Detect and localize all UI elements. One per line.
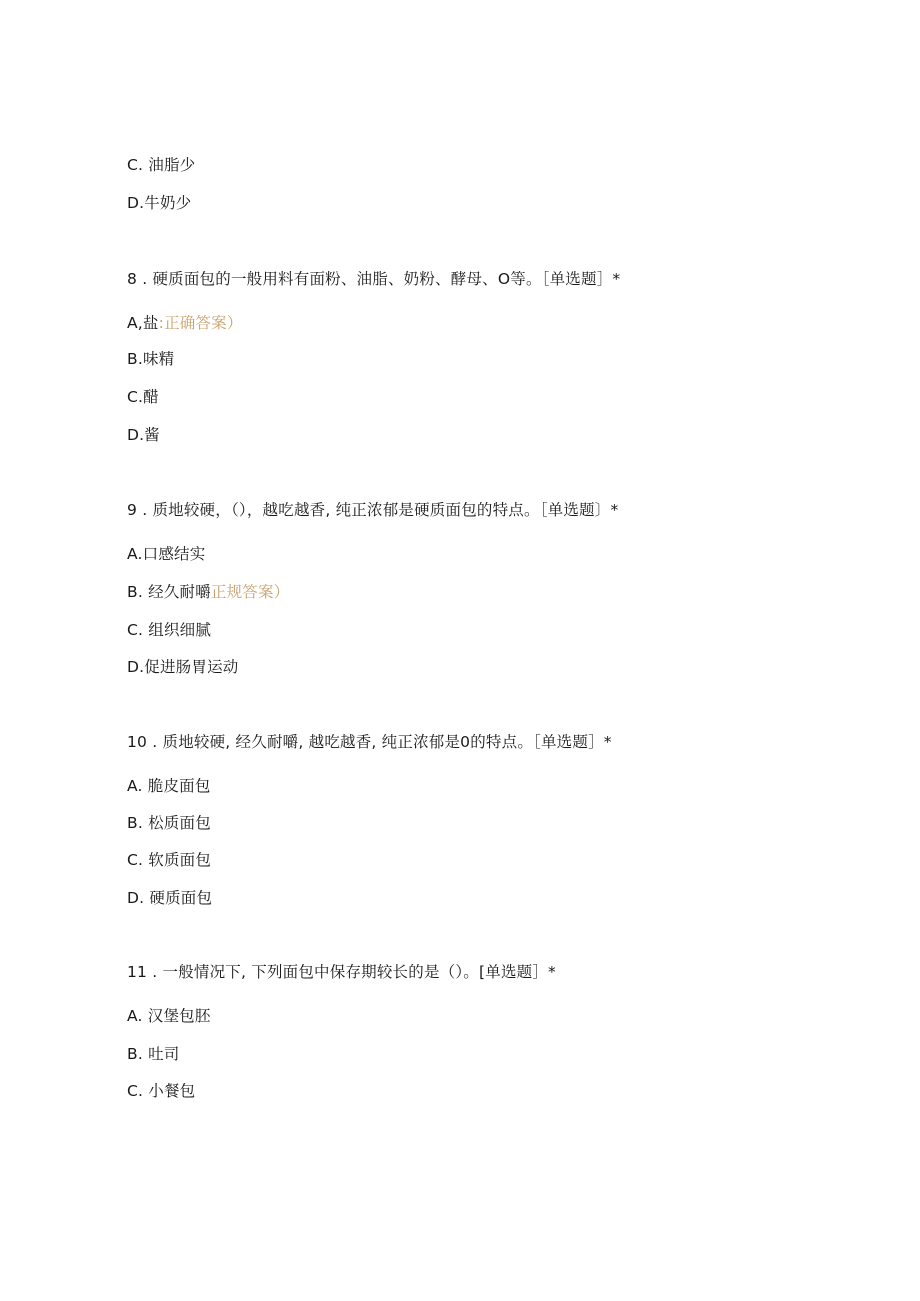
- q9-option-a: A.口感结实: [127, 545, 206, 563]
- q11-option-a: A. 汉堡包胚: [127, 1007, 211, 1025]
- q8-option-d: D.酱: [127, 426, 160, 444]
- q8-option-c: C.醋: [127, 388, 159, 406]
- correct-answer-mark: :正确答案）: [158, 314, 243, 332]
- q10-option-b: B. 松质面包: [127, 814, 211, 832]
- q7-option-c: C. 油脂少: [127, 156, 196, 174]
- q9-stem: 9 . 质地较硬，（），越吃越香, 纯正浓郁是硬质面包的特点。［单选题〕*: [127, 501, 619, 519]
- q8-stem: 8 . 硬质面包的一般用料有面粉、油脂、奶粉、酵母、O等。［单选题］*: [127, 270, 621, 288]
- q10-option-c: C. 软质面包: [127, 851, 212, 869]
- q11-stem: 11 . 一般情况下, 下列面包中保存期较长的是（）。[单选题］*: [127, 963, 557, 981]
- q10-option-a: A. 脆皮面包: [127, 777, 211, 795]
- q9-option-b: B. 经久耐嚼正规答案）: [127, 583, 290, 601]
- correct-answer-mark: 正规答案）: [210, 583, 290, 601]
- q11-option-c: C. 小餐包: [127, 1082, 196, 1100]
- q8-option-b: B.味精: [127, 350, 175, 368]
- q8-option-a: A,盐:正确答案）: [127, 314, 243, 332]
- q10-option-d: D. 硬质面包: [127, 889, 213, 907]
- q11-option-b: B. 吐司: [127, 1045, 180, 1063]
- q10-stem: 10 . 质地较硬, 经久耐嚼, 越吃越香, 纯正浓郁是0的特点。［单选题］*: [127, 733, 612, 751]
- q9-option-d: D.促进肠胃运动: [127, 658, 239, 676]
- q9-option-c: C. 组织细腻: [127, 621, 212, 639]
- q7-option-d: D.牛奶少: [127, 194, 192, 212]
